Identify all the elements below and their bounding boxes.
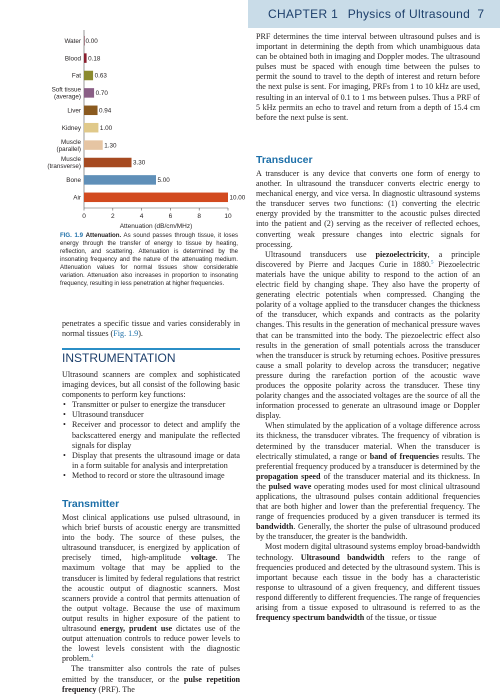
- category-label: (transverse): [47, 163, 81, 171]
- data-label: 3.30: [133, 159, 146, 167]
- running-head: [268, 7, 470, 21]
- transducer-body: [256, 169, 480, 623]
- category-label: (parallel): [56, 145, 81, 153]
- data-label: 1.30: [104, 142, 117, 150]
- list-item: • Receiver and processor to detect and amplify the backscattered energy and manipulate the reflected signals for display: [72, 420, 240, 450]
- list-item: • Transmitter or pulser to energize the transducer: [72, 400, 240, 410]
- instrumentation-intro: Ultrasound scanners are complex and sophisticated imaging devices, but all consist of the following basic components to perform key functions:: [62, 370, 240, 400]
- data-label: 5.00: [157, 177, 170, 185]
- transmitter-body: [62, 513, 240, 695]
- transducer-paragraph-3: When stimulated by the application of a voltage difference across its thickness, the transducer vibrates. The frequency of vibration is determined by the transducer material. When the transducer is electrically stimulated, a range or band of frequencies results. The preferential frequency produced by a transducer is determined by the propagation speed of the transducer material and its thickness. In the pulsed wave operating modes used for most clinical ultrasound applications, the ultrasound pulses contain additional frequencies that are both higher and lower than the preferential frequency. The range of frequencies produced by a given transducer is termed its bandwidth. Generally, the shorter the pulse of ultrasound produced by the transducer, the greater is the bandwidth.: [256, 421, 480, 542]
- data-label: 0.18: [88, 55, 101, 63]
- category-label: Water: [64, 37, 81, 45]
- category-label: Muscle: [61, 138, 81, 146]
- chapter-label: CHAPTER 1: [268, 7, 339, 21]
- figure-link[interactable]: Fig. 1.9: [113, 329, 139, 339]
- figure-label: FIG. 1.9: [60, 232, 83, 239]
- chapter-title: Physics of Ultrasound: [347, 7, 471, 21]
- bar: [84, 106, 98, 116]
- category-label: Air: [73, 194, 81, 202]
- bar: [84, 123, 98, 133]
- component-list: [62, 400, 240, 481]
- transmitter-paragraph-2: The transmitter also controls the rate of pulses emitted by the transducer, or the pulse repetition frequency (PRF). The: [62, 664, 240, 694]
- attenuation-chart: [20, 26, 246, 236]
- figure-caption: [60, 232, 238, 288]
- data-label: 10.00: [229, 194, 246, 202]
- category-label: Kidney: [61, 124, 81, 132]
- bar: [84, 158, 132, 168]
- bar: [84, 88, 94, 98]
- transducer-paragraph-2: Ultrasound transducers use piezoelectricity, a principle discovered by Pierre and Jacques Curie in 1880.$^5$ Piezoelectric materials have the unique ability to respond to the action of an electric field by changing shape. They also have the property of generating electric potentials when compressed. Changing the polarity of a voltage applied to the transducer changes the thickness of the transducer, which expands and contracts as the polarity changes. This results in the generation of mechanical pressure waves that can be transmitted into the body. The piezoelectric effect also results in the generation of small potentials across the transducer when the transducer is struck by returning echoes. Positive pressures cause a small polarity to develop across the transducer; negative pressure during the rarefaction portion of the acoustic wave produces the opposite polarity across the transducer. These tiny polarity changes and the associated voltages are the source of all the information processed to generate an ultrasound image or Doppler display.: [256, 249, 480, 421]
- bar: [84, 36, 85, 46]
- x-tick-label: 4: [139, 213, 144, 220]
- data-label: 0.70: [95, 90, 108, 98]
- section-heading-instrumentation: INSTRUMENTATION: [62, 348, 240, 367]
- bar: [84, 53, 87, 63]
- data-label: 0.00: [85, 37, 98, 45]
- category-label: Blood: [64, 55, 81, 63]
- x-axis-title: Attenuation (dB/cm/MHz): [119, 223, 193, 230]
- bar: [84, 71, 93, 81]
- subheading-transducer: Transducer: [256, 154, 313, 166]
- category-label: Soft tissue: [51, 86, 81, 94]
- list-item: • Method to record or store the ultrasound image: [72, 471, 240, 481]
- figure-text: As sound passes through tissue, it loses energy through the transfer of energy to tissue by heating, reflection, and scattering. Attenuation is determined by the insonating frequency and the nature of the attenuating medium. Attenuation values for normal tissues show considerable variation. Attenuation also increases in proportion to insonating frequency, resulting in less penetration at higher frequencies.: [60, 232, 239, 287]
- bar: [84, 140, 103, 150]
- category-label: Fat: [71, 72, 81, 80]
- transducer-paragraph-4: Most modern digital ultrasound systems employ broad-bandwidth technology. Ultrasound bandwidth refers to the range of frequencies produced and detected by the ultrasound system. This is important because each tissue in the body has a characteristic response to ultrasound of a given frequency, and different tissues respond differently to different frequencies. The range of frequencies arising from a tissue exposed to ultrasound is referred to as the frequency spectrum bandwidth of the tissue, or tissue: [256, 542, 481, 623]
- continuation-paragraph: penetrates a specific tissue and varies considerably in normal tissues (Fig. 1.9).: [62, 319, 240, 339]
- category-label: Bone: [66, 177, 81, 185]
- x-tick-label: 10: [224, 213, 232, 220]
- bar: [84, 193, 228, 203]
- figure-title: Attenuation.: [85, 232, 122, 239]
- list-item: • Ultrasound transducer: [72, 410, 240, 420]
- data-label: 0.94: [99, 107, 112, 115]
- instrumentation-body: [62, 370, 240, 481]
- x-tick-label: 0: [82, 213, 86, 220]
- transducer-paragraph-1: A transducer is any device that converts one form of energy to another. In ultrasound the transducer converts electric energy to mechanical energy, and vice versa. In diagnostic ultrasound systems the transducer serves two functions: (1) converting the electric energy provided by the transmitter to the acoustic pulses directed into the patient and (2) serving as the receiver of reflected echoes, converting weak pressure changes into electric signals for processing.: [256, 169, 480, 249]
- category-label: Muscle: [61, 156, 81, 164]
- prf-paragraph: PRF determines the time interval between ultrasound pulses and is important in determining the depth from which unambiguous data can be obtained both in imaging and Doppler modes. The ultrasound pulses must be spaced with enough time between the pulses to permit the sound to travel to the depth of interest and return before the next pulse is sent. For imaging, PRFs from 1 to 10 kHz are used, resulting in an interval of 0.1 to 1 ms between pulses. Thus a PRF of 5 kHz permits an echo to travel and return from a depth of 15.4 cm before the next pulse is sent.: [256, 32, 480, 122]
- list-item: • Display that presents the ultrasound image or data in a form suitable for analysis and interpretation: [72, 451, 240, 471]
- x-tick-label: 8: [197, 213, 202, 220]
- x-tick-label: 6: [168, 213, 173, 220]
- data-label: 0.63: [94, 72, 107, 80]
- data-label: 1.00: [99, 124, 113, 132]
- transmitter-paragraph-1: Most clinical applications use pulsed ultrasound, in which brief bursts of acoustic energy are transmitted into the body. The source of these pulses, the ultrasound transducer, is energized by application of precisely timed, high-amplitude voltage. The maximum voltage that may be applied to the transducer is limited by federal regulations that restrict the acoustic output of diagnostic scanners. Most scanners provide a control that permits attenuation of the output voltage. Because the use of maximum output results in higher exposure of the patient to ultrasound energy, prudent use dictates use of the output attenuation controls to reduce power levels to the lowest levels consistent with the diagnostic problem.$^4$: [62, 513, 241, 664]
- category-label: Liver: [67, 107, 81, 115]
- page-number: 7: [477, 7, 484, 21]
- x-tick-label: 2: [110, 213, 115, 220]
- subheading-transmitter: Transmitter: [62, 498, 120, 510]
- category-label: (average): [54, 93, 81, 101]
- bar: [84, 175, 156, 185]
